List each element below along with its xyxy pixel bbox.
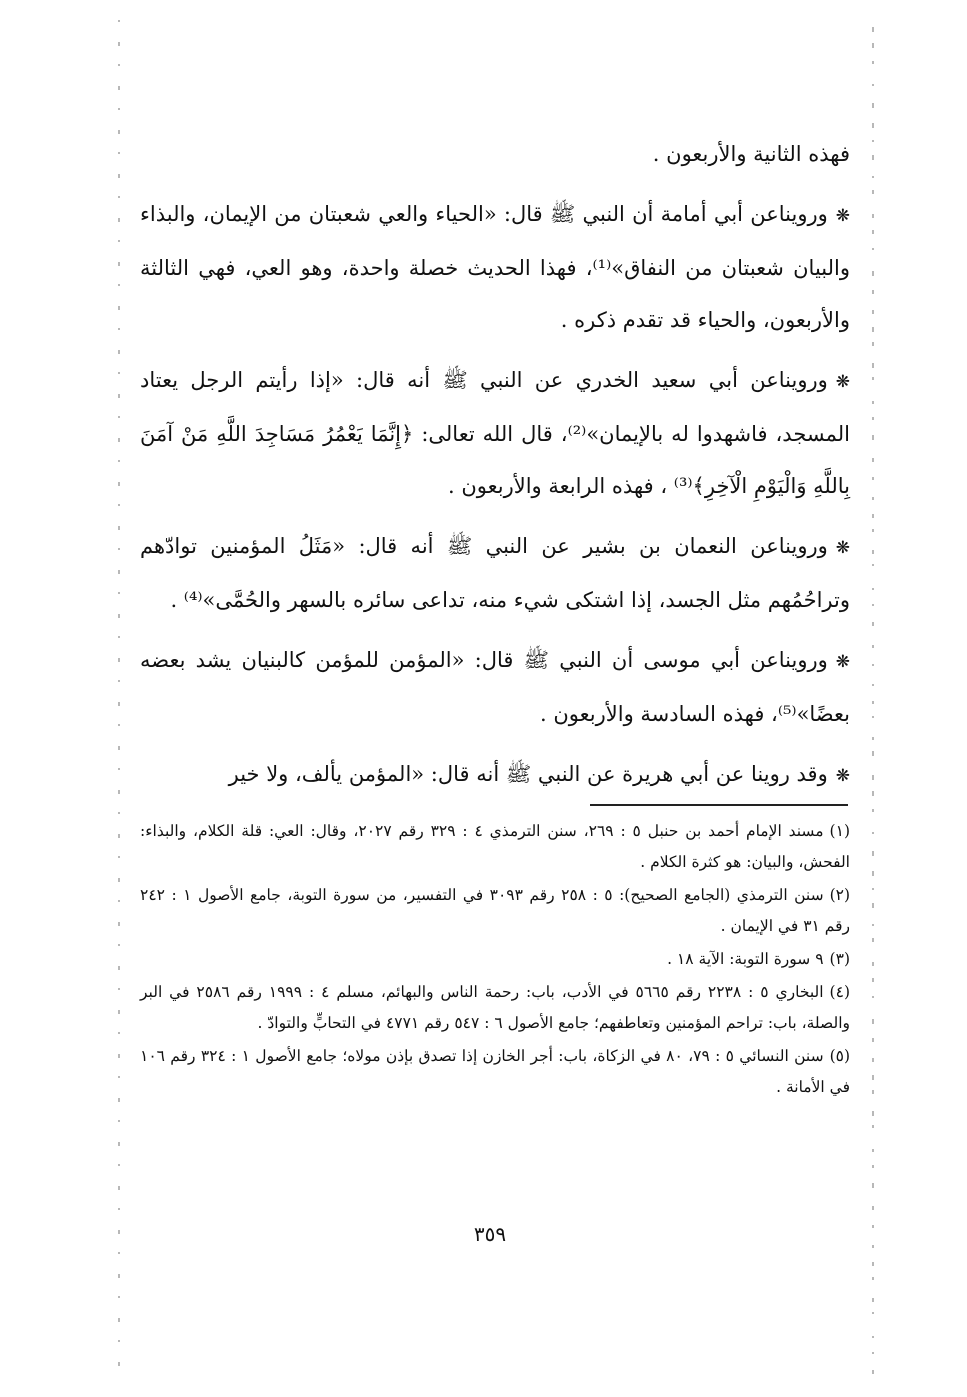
margin-dash <box>118 42 120 46</box>
margin-dash <box>872 550 874 554</box>
margin-dash <box>118 900 120 902</box>
margin-dash <box>872 871 874 876</box>
margin-dash <box>872 27 874 32</box>
margin-dash <box>872 751 874 756</box>
margin-dash <box>118 328 120 330</box>
margin-dash <box>118 438 120 442</box>
margin-dash <box>118 878 120 882</box>
margin-dash <box>118 262 120 266</box>
margin-dash <box>118 988 120 990</box>
left-margin-dots <box>118 0 120 1397</box>
margin-dash <box>872 310 874 314</box>
margin-dash <box>118 284 120 286</box>
main-text <box>140 128 850 810</box>
margin-dash <box>872 1038 874 1042</box>
bullet-icon: ❋ <box>835 372 850 392</box>
footnote-number: (١) <box>829 822 850 840</box>
margin-dash <box>872 1352 874 1354</box>
margin-dash <box>872 645 874 648</box>
margin-dash <box>118 1252 120 1254</box>
margin-dash <box>118 504 120 506</box>
margin-dash <box>118 1362 120 1366</box>
margin-dash <box>118 570 120 574</box>
margin-dash <box>118 1296 120 1298</box>
margin-dash <box>118 1098 120 1102</box>
margin-dash <box>118 614 120 618</box>
bullet-icon: ❋ <box>835 538 850 558</box>
margin-dash <box>872 604 874 606</box>
margin-dash <box>118 922 120 926</box>
margin-dash <box>118 1054 120 1058</box>
margin-dash <box>872 978 874 982</box>
footnote-4 <box>140 977 850 1039</box>
footnote-text: مسند الإمام أحمد بن حنبل ٥ : ٢٦٩، سنن الترمذي ٤ : ٣٢٩ رقم ٢٠٢٧، وقال: العي: قلة الكلام، والبذاء: الفحش، والبيان: هو كثرة الكلام . <box>140 822 850 871</box>
margin-dash <box>872 1111 874 1116</box>
paragraph-6: ❋وقد روينا عن أبي هريرة عن النبي ﷺ أنه قال: «المؤمن يألف، ولا خير <box>228 762 850 786</box>
margin-dash <box>872 1149 874 1152</box>
margin-dash <box>118 944 120 946</box>
margin-dash <box>872 1336 874 1338</box>
margin-dash <box>872 851 874 856</box>
margin-dash <box>872 1225 874 1228</box>
margin-dash <box>118 1032 120 1034</box>
margin-dash <box>118 636 120 638</box>
margin-dash <box>872 716 874 718</box>
margin-dash <box>872 1165 874 1168</box>
margin-dash <box>872 1125 874 1128</box>
margin-dash <box>872 622 874 626</box>
margin-dash <box>872 996 874 998</box>
margin-dash <box>118 306 120 310</box>
margin-dash <box>872 1075 874 1080</box>
margin-dash <box>872 497 874 500</box>
margin-dash <box>118 526 120 530</box>
margin-dash <box>872 832 874 834</box>
footnote-separator <box>590 804 848 806</box>
margin-dash <box>872 43 874 48</box>
margin-dash <box>118 702 120 706</box>
margin-dash <box>872 1090 874 1094</box>
footnote-text: البخاري ٥ : ٢٢٣٨ رقم ٥٦٦٥ في الأدب، باب: رحمة الناس والبهائم، مسلم ٤ : ١٩٩٩ رقم ٢٥٨٦ في البر والصلة، باب: تراحم المؤمنين وتعاطفهم؛ جامع الأصول ٦ : ٥٤٧ رقم ٤٧٧١ في التحابٍّ والتوادّ . <box>140 983 850 1032</box>
margin-dash <box>872 903 874 908</box>
margin-dash <box>872 458 874 462</box>
bullet-icon: ❋ <box>835 206 850 226</box>
margin-dash <box>118 174 120 178</box>
margin-dash <box>872 1019 874 1024</box>
footnote-number: (٥) <box>829 1047 851 1065</box>
paragraph-4: ❋ورويناعن النعمان بن بشير عن النبي ﷺ أنه قال: «مَثَلُ المؤمنين توادّهم وتراحُمُهم مثل الجسد، إذا اشتكى شيء منه، تداعى سائره بالسهر والحُمَّى»⁽⁴⁾ . <box>140 534 850 612</box>
margin-dash <box>118 482 120 486</box>
margin-dash <box>872 1183 874 1188</box>
paragraph-3: ❋ورويناعن أبي سعيد الخدري عن النبي ﷺ أنه قال: «إذا رأيتم الرجل يعتاد المسجد، فاشهدوا له بالإيمان»⁽²⁾، قال الله تعالى: ﴿إِنَّمَا يَعْمُرُ مَسَاجِدَ اللَّهِ مَنْ آمَنَ بِاللَّهِ وَالْيَوْمِ الْآخِرِ﴾⁽³⁾ ، فهذه الرابعة والأربعون . <box>140 368 850 498</box>
margin-dash <box>118 746 120 750</box>
margin-dash <box>118 680 120 682</box>
footnote-1 <box>140 816 850 878</box>
margin-dash <box>118 152 120 154</box>
page-number: ٣٥٩ <box>473 1222 507 1246</box>
margin-dash <box>872 1262 874 1266</box>
margin-dash <box>118 108 120 110</box>
margin-dash <box>118 350 120 354</box>
margin-dash <box>118 548 120 550</box>
margin-dash <box>872 1370 874 1374</box>
margin-dash <box>872 664 874 666</box>
margin-dash <box>872 684 874 686</box>
bullet-icon: ❋ <box>835 652 850 672</box>
margin-dash <box>872 123 874 128</box>
margin-dash <box>872 417 874 420</box>
right-margin-dots <box>872 0 874 1397</box>
margin-dash <box>118 1120 120 1122</box>
margin-dash <box>872 888 874 890</box>
footnote-number: (٤) <box>829 983 850 1001</box>
margin-dash <box>872 363 874 368</box>
margin-dash <box>118 834 120 838</box>
margin-dash <box>118 130 120 134</box>
margin-dash <box>872 327 874 332</box>
margin-dash <box>118 1318 120 1322</box>
paragraph-1: فهذه الثانية والأربعون . <box>652 142 850 166</box>
margin-dash <box>872 962 874 966</box>
margin-dash <box>118 394 120 398</box>
footnotes <box>140 816 850 1105</box>
margin-dash <box>872 230 874 234</box>
margin-dash <box>118 372 120 374</box>
margin-dash <box>872 1245 874 1248</box>
margin-dash <box>872 290 874 294</box>
margin-dash <box>872 514 874 518</box>
margin-dash <box>118 196 120 198</box>
paragraph-5: ❋ورويناعن أبي موسى أن النبي ﷺ قال: «المؤمن للمؤمن كالبنيان يشد بعضه بعضًا»⁽⁵⁾، فهذه السادسة والأربعون . <box>140 648 850 726</box>
margin-dash <box>872 938 874 942</box>
margin-dash <box>118 416 120 418</box>
margin-dash <box>872 271 874 276</box>
margin-dash <box>872 1206 874 1210</box>
margin-dash <box>872 809 874 812</box>
margin-dash <box>872 84 874 86</box>
margin-dash <box>872 401 874 404</box>
margin-dash <box>872 61 874 64</box>
margin-dash <box>118 856 120 858</box>
margin-dash <box>118 1340 120 1342</box>
margin-dash <box>872 477 874 480</box>
margin-dash <box>872 342 874 346</box>
margin-dash <box>872 176 874 178</box>
margin-dash <box>118 966 120 970</box>
margin-dash <box>118 790 120 794</box>
footnote-text: سنن النسائي ٥ : ٧٩، ٨٠ في الزكاة، باب: أجر الخازن إذا تصدق بإذن مولاه؛ جامع الأصول ١ : ٣٢٤ رقم ١٠٦ في الأمانة . <box>140 1047 850 1096</box>
margin-dash <box>118 1230 120 1234</box>
margin-dash <box>872 214 874 218</box>
margin-dash <box>118 1274 120 1278</box>
margin-dash <box>118 724 120 726</box>
margin-dash <box>118 86 120 90</box>
margin-dash <box>872 924 874 926</box>
paragraph-2: ❋ورويناعن أبي أمامة أن النبي ﷺ قال: «الحياء والعي شعبتان من الإيمان، والبذاء والبيان شعبتان من النفاق»⁽¹⁾، فهذا الحديث خصلة واحدة، وهو العي، فهي الثالثة والأربعون، والحياء قد تقدم ذكره . <box>140 202 850 332</box>
margin-dash <box>872 701 874 704</box>
margin-dash <box>118 1186 120 1190</box>
margin-dash <box>118 658 120 662</box>
margin-dash <box>872 190 874 194</box>
margin-dash <box>872 737 874 740</box>
footnote-5 <box>140 1041 850 1103</box>
margin-dash <box>118 768 120 770</box>
margin-dash <box>872 1312 874 1314</box>
margin-dash <box>872 775 874 780</box>
footnote-3 <box>140 944 850 975</box>
margin-dash <box>118 1142 120 1146</box>
footnote-number: (٢) <box>829 886 851 904</box>
margin-dash <box>872 248 874 250</box>
margin-dash <box>872 529 874 532</box>
margin-dash <box>118 240 120 242</box>
margin-dash <box>118 1076 120 1078</box>
footnote-number: (٣) <box>829 950 850 968</box>
margin-dash <box>118 64 120 66</box>
margin-dash <box>118 1010 120 1014</box>
margin-dash <box>118 20 120 22</box>
margin-dash <box>872 588 874 590</box>
margin-dash <box>118 460 120 462</box>
footnote-text: ٩ سورة التوبة: الآية ١٨ . <box>667 950 824 968</box>
footnote-2 <box>140 880 850 942</box>
margin-dash <box>872 791 874 796</box>
margin-dash <box>872 1298 874 1302</box>
margin-dash <box>118 812 120 814</box>
margin-dash <box>118 592 120 594</box>
bullet-icon: ❋ <box>835 766 850 786</box>
margin-dash <box>118 218 120 222</box>
margin-dash <box>872 435 874 440</box>
margin-dash <box>872 103 874 108</box>
margin-dash <box>118 1164 120 1166</box>
margin-dash <box>872 155 874 160</box>
margin-dash <box>872 140 874 142</box>
margin-dash <box>872 1277 874 1280</box>
margin-dash <box>118 1208 120 1210</box>
margin-dash <box>872 564 874 566</box>
margin-dash <box>872 377 874 380</box>
footnote-text: سنن الترمذي (الجامع الصحيح): ٥ : ٢٥٨ رقم ٣٠٩٣ في التفسير، من سورة التوبة، جامع الأصول ١ : ٢٤٢ رقم ٣١ في الإيمان . <box>140 886 850 935</box>
margin-dash <box>872 1058 874 1062</box>
